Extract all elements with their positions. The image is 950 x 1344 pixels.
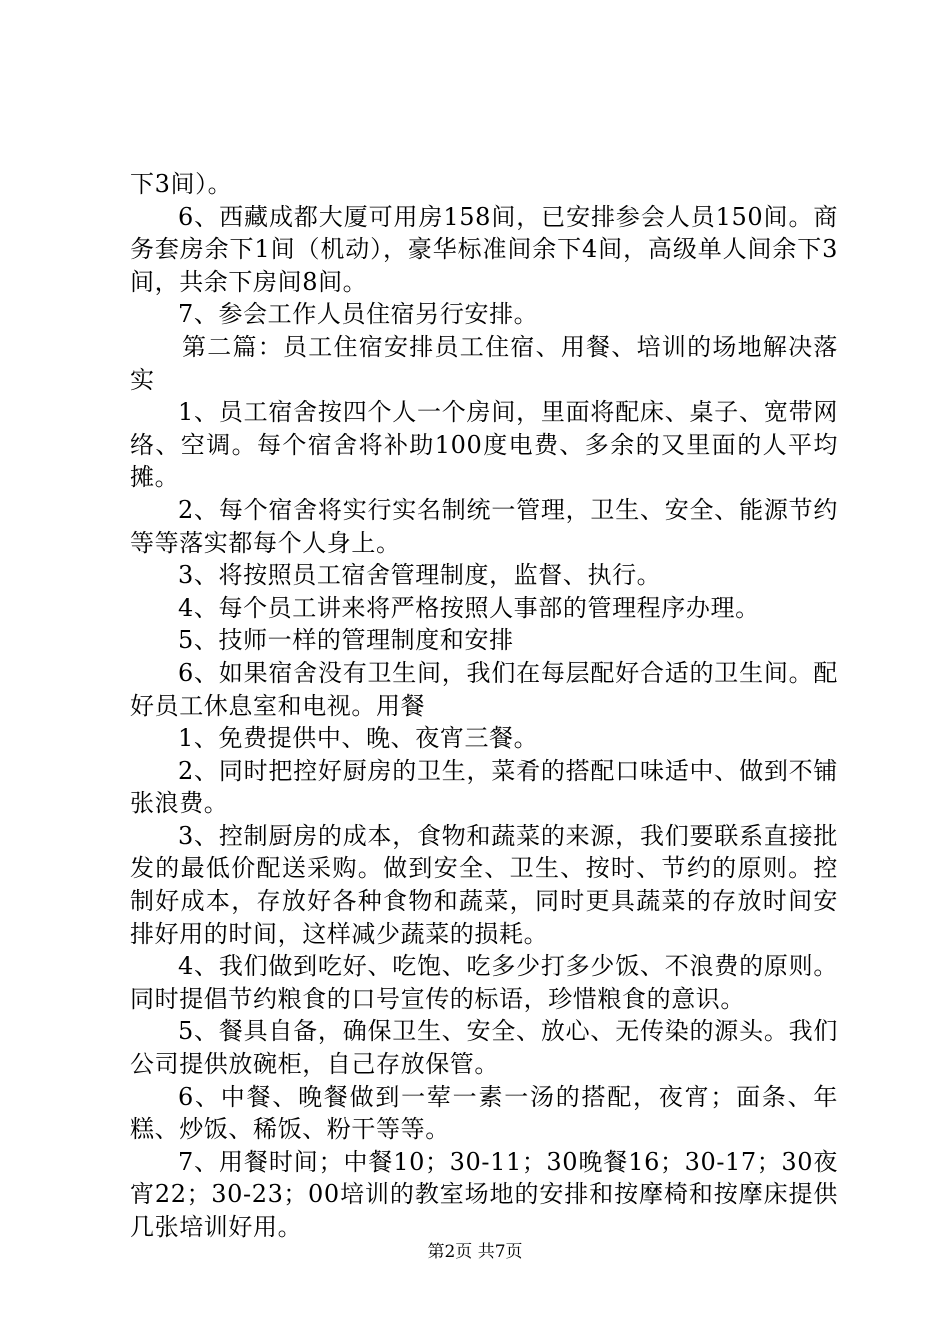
paragraph-meal-3: 3、控制厨房的成本，食物和蔬菜的来源，我们要联系直接批发的最低价配送采购。做到安全、卫生、按时、节约的原则。控制好成本，存放好各种食物和蔬菜，同时更具蔬菜的存放时间安排好用的时间，这样减少蔬菜的损耗。 (130, 821, 838, 948)
paragraph-meal-2: 2、同时把控好厨房的卫生，菜肴的搭配口味适中、做到不铺张浪费。 (130, 756, 838, 818)
paragraph-dorm-3: 3、将按照员工宿舍管理制度，监督、执行。 (178, 561, 662, 590)
page-number-footer: 第2页 共7页 (427, 1242, 523, 1262)
paragraph-continuation: 下3间）。 (130, 170, 233, 198)
paragraph-dorm-2: 2、每个宿舍将实行实名制统一管理，卫生、安全、能源节约等等落实都每个人身上。 (130, 495, 838, 557)
paragraph-dorm-1: 1、员工宿舍按四个人一个房间，里面将配床、桌子、宽带网络、空调。每个宿舍将补助100度电费、多余的又里面的人平均摊。 (130, 398, 838, 492)
paragraph-meal-5: 5、餐具自备，确保卫生、安全、放心、无传染的源头。我们公司提供放碗柜，自己存放保管。 (130, 1017, 838, 1079)
paragraph-item-6-hotel: 6、西藏成都大厦可用房158间，已安排参会人员150间。商务套房余下1间（机动），豪华标准间余下4间，高级单人间余下3间，共余下房间8间。 (130, 202, 838, 296)
paragraph-dorm-4: 4、每个员工讲来将严格按照人事部的管理程序办理。 (178, 593, 760, 622)
document-body (130, 168, 838, 1244)
paragraph-dorm-5: 5、技师一样的管理制度和安排 (178, 626, 514, 655)
section-heading: 第二篇：员工住宿安排员工住宿、用餐、培训的场地解决落实 (130, 332, 838, 394)
paragraph-meal-1: 1、免费提供中、晚、夜宵三餐。 (178, 724, 539, 753)
paragraph-meal-7: 7、用餐时间；中餐10；30-11；30晚餐16；30-17；30夜宵22；30-23；00培训的教室场地的安排和按摩椅和按摩床提供几张培训好用。 (130, 1147, 838, 1241)
paragraph-dorm-6: 6、如果宿舍没有卫生间，我们在每层配好合适的卫生间。配好员工休息室和电视。用餐 (130, 658, 838, 720)
paragraph-meal-4: 4、我们做到吃好、吃饱、吃多少打多少饭、不浪费的原则。同时提倡节约粮食的口号宣传的标语，珍惜粮食的意识。 (130, 952, 838, 1013)
paragraph-item-7-staff: 7、参会工作人员住宿另行安排。 (178, 300, 539, 329)
paragraph-meal-6: 6、中餐、晚餐做到一荤一素一汤的搭配，夜宵；面条、年糕、炒饭、稀饭、粉干等等。 (130, 1082, 838, 1144)
